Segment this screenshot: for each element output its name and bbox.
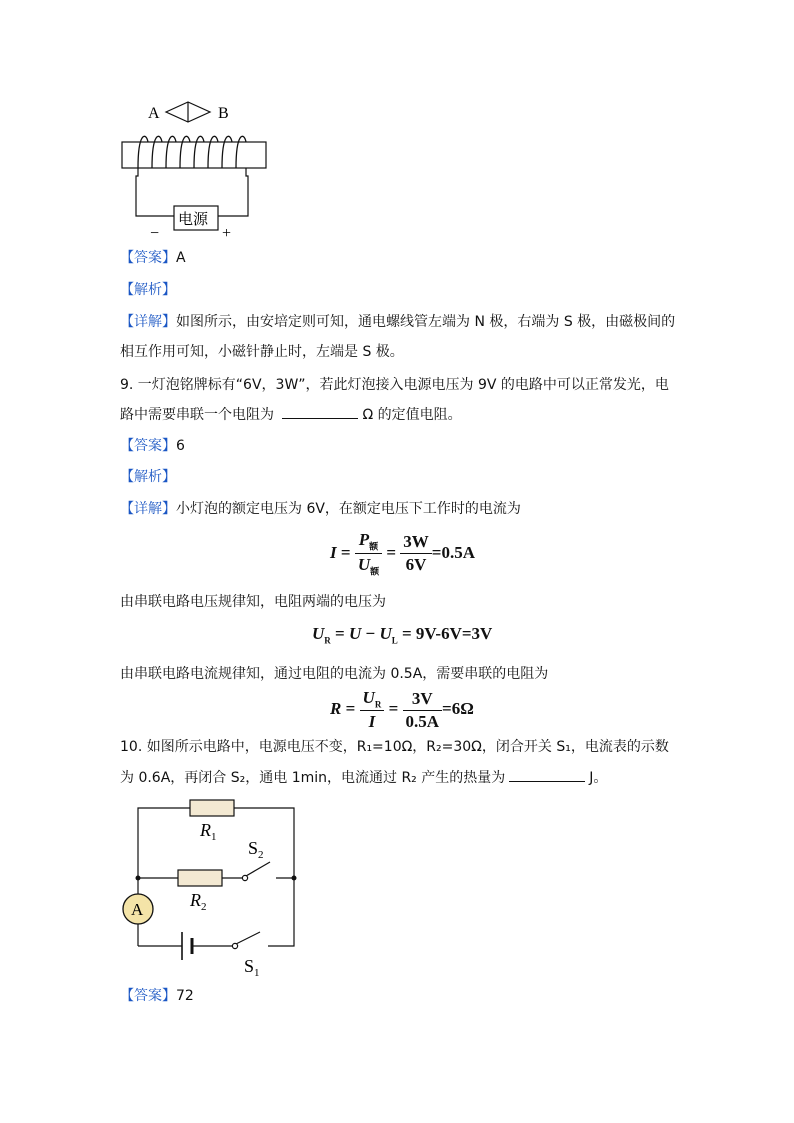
- question-text: 为 0.6A，再闭合 S₂，通电 1min，电流通过 R₂ 产生的热量为: [120, 770, 506, 786]
- fraction: $\frac{U_R}{I}$: [360, 688, 385, 732]
- q9-answer: [120, 436, 185, 456]
- q9-detail: [120, 499, 521, 519]
- junction-right: [292, 876, 297, 881]
- resistor-r1: [190, 800, 234, 816]
- s2-label: $S_2$: [248, 838, 264, 861]
- detail-tag: 【详解】: [120, 314, 176, 330]
- q9-question-line2: [120, 405, 462, 425]
- explanation-text: 由串联电路电流规律知，通过电阻的电流为 0.5A，需要串联的电阻为: [120, 666, 549, 682]
- detail-tag: 【详解】: [120, 501, 176, 517]
- compass-label-b: B: [218, 105, 229, 122]
- question-text: 路中需要串联一个电阻为: [120, 407, 279, 423]
- circuit-figure: [118, 796, 318, 980]
- answer-tag: 【答案】: [120, 438, 176, 454]
- answer-blank: [282, 406, 358, 419]
- q9-question-line1: [120, 375, 669, 395]
- solenoid-figure: [118, 96, 278, 242]
- fraction: $\frac{3W}{6V}$: [400, 532, 432, 575]
- q9-analysis: [120, 467, 176, 487]
- ammeter-label: A: [131, 900, 144, 919]
- q9-text3: [120, 664, 548, 684]
- answer-value: A: [176, 250, 186, 266]
- q10-answer: [120, 986, 194, 1006]
- q9-text2: [120, 592, 386, 612]
- q10-question-line2: [120, 768, 607, 788]
- answer-tag: 【答案】: [120, 988, 176, 1004]
- wire-top: [138, 808, 190, 868]
- analysis-tag: 【解析】: [120, 282, 176, 298]
- q8-detail-line2: [120, 342, 404, 362]
- minus-terminal: −: [150, 225, 160, 242]
- compass-label-a: A: [148, 105, 160, 122]
- detail-text: 如图所示，由安培定则可知，通电螺线管左端为 N 极，右端为 S 极，由磁极间的: [176, 314, 676, 330]
- q8-answer: [120, 248, 186, 268]
- question-text: Ω 的定值电阻。: [362, 407, 462, 423]
- plus-terminal: +: [222, 225, 232, 242]
- formula-current: I = $\frac{P_额}{U_额}$ = $\frac{3W}{6V}$ =0.5A: [330, 530, 476, 577]
- wire-left: [136, 168, 174, 216]
- r2-label: $R_2$: [190, 890, 207, 913]
- answer-blank: [509, 769, 585, 782]
- r1-label: $R_1$: [200, 820, 217, 843]
- detail-text: 小灯泡的额定电压为 6V，在额定电压下工作时的电流为: [176, 501, 521, 517]
- junction-left: [136, 876, 141, 881]
- wire-right: [218, 168, 248, 216]
- switch-s1-blade: [236, 932, 260, 944]
- explanation-text: 由串联电路电压规律知，电阻两端的电压为: [120, 594, 386, 610]
- question-text: J。: [589, 770, 608, 786]
- q8-analysis: [120, 280, 176, 300]
- resistor-r2: [178, 870, 222, 886]
- switch-s2-blade: [246, 862, 270, 876]
- coil-windings: [138, 136, 246, 168]
- q10-question-line1: [120, 737, 669, 757]
- fraction: $\frac{3V}{0.5A}$: [403, 689, 443, 732]
- answer-value: 6: [176, 438, 185, 454]
- power-supply-label: 电源: [178, 212, 209, 228]
- s1-label: $S_1$: [244, 956, 260, 979]
- q8-detail-line1: [120, 312, 675, 332]
- detail-text: 相互作用可知，小磁针静止时，左端是 S 极。: [120, 344, 404, 360]
- analysis-tag: 【解析】: [120, 469, 176, 485]
- fraction: $\frac{P_额}{U_额}$: [355, 530, 382, 578]
- answer-tag: 【答案】: [120, 250, 176, 266]
- question-text: 10. 如图所示电路中，电源电压不变，R₁=10Ω，R₂=30Ω，闭合开关 S₁，电流表的示数: [120, 739, 669, 755]
- formula-resistance: R = $\frac{U_R}{I}$ = $\frac{3V}{0.5A}$ =6Ω: [330, 688, 474, 732]
- formula-voltage: $U_R = U - U_L = 9V-6V=3V$: [312, 624, 493, 646]
- answer-value: 72: [176, 988, 194, 1004]
- question-text: 9. 一灯泡铭牌标有“6V，3W”，若此灯泡接入电源电压为 9V 的电路中可以正常发光，电: [120, 377, 669, 393]
